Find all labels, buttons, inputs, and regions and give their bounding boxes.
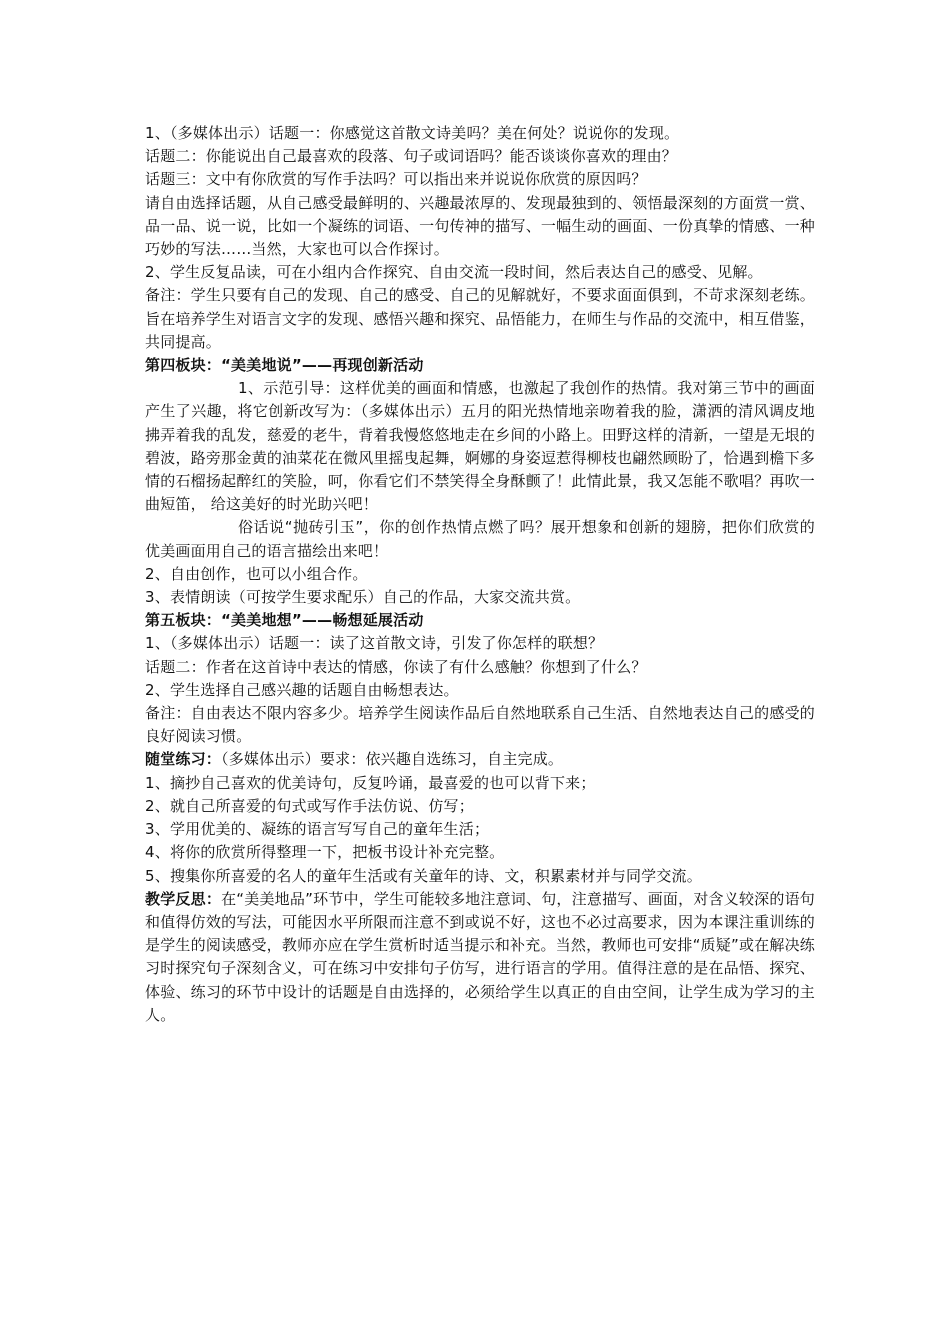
paragraph-note-two: 备注：自由表达不限内容多少。培养学生阅读作品后自然地联系自己生活、自然地表达自己的感受的良好阅读习惯。 bbox=[145, 704, 815, 746]
class-practice-label: 随堂练习： bbox=[145, 750, 222, 769]
practice-item-one: 1、摘抄自己喜欢的优美诗句，反复吟诵，最喜爱的也可以背下来； bbox=[145, 773, 596, 792]
paragraph-free-choice: 请自由选择话题，从自己感受最鲜明的、兴趣最浓厚的、发现最独到的、领悟最深刻的方面赏一赏、品一品、说一说，比如一个凝练的词语、一句传神的描写、一幅生动的画面、一份真挚的情感、一种巧妙的写法……当然，大家也可以合作探讨。 bbox=[145, 193, 815, 259]
paragraph-topic-one: 1、（多媒体出示）话题一：你感觉这首散文诗美吗？美在何处？说说你的发现。 bbox=[145, 124, 680, 142]
paragraph-teaching-reflection bbox=[145, 888, 815, 1027]
teaching-reflection-text: 在“美美地品”环节中，学生可能较多地注意词、句，注意描写、画面，对含义较深的语句和值得仿效的写法，可能因水平所限而注意不到或说不好，这也不必过高要求，因为本课注重训练的是学生的阅读感受，教师亦应在学生赏析时适当提示和补充。当然，教师也可安排“质疑”或在解决练习时探究句子深刻含义，可在练习中安排句子仿写，进行语言的学用。值得注意的是在品悟、探究、体验、练习的环节中设计的话题是自由选择的，必须给学生以真正的自由空间，让学生成为学习的主人。 bbox=[145, 889, 815, 1024]
practice-item-four: 4、将你的欣赏所得整理一下，把板书设计补充完整。 bbox=[145, 843, 505, 862]
practice-item-two: 2、就自己所喜爱的句式或写作手法仿说、仿写； bbox=[145, 796, 474, 815]
paragraph-topic-two: 话题二：你能说出自己最喜欢的段落、句子或词语吗？能否谈谈你喜欢的理由？ bbox=[145, 147, 678, 166]
practice-item-three: 3、学用优美的、凝练的语言写写自己的童年生活； bbox=[145, 820, 490, 839]
paragraph-association-topic-two: 话题二：作者在这首诗中表达的情感，你读了有什么感触？你想到了什么？ bbox=[145, 657, 647, 676]
paragraph-proverb: 俗话说“抛砖引玉”，你的创作热情点燃了吗？展开想象和创新的翅膀，把你们欣赏的优美画面用自己的语言描绘出来吧！ bbox=[145, 518, 815, 560]
paragraph-association-topic-one: 1、（多媒体出示）话题一：读了这首散文诗，引发了你怎样的联想？ bbox=[145, 634, 604, 653]
document-body bbox=[145, 122, 815, 1027]
paragraph-topic-three: 话题三：文中有你欣赏的写作手法吗？可以指出来并说说你欣赏的原因吗？ bbox=[145, 170, 647, 189]
paragraph-choose-topic: 2、学生选择自己感兴趣的话题自由畅想表达。 bbox=[145, 680, 459, 699]
paragraph-note-one: 备注：学生只要有自己的发现、自己的感受、自己的见解就好，不要求面面俱到，不苛求深刻老练。旨在培养学生对语言文字的发现、感悟兴趣和探究、品悟能力，在师生与作品的交流中，相互借鉴，共同提高。 bbox=[145, 286, 815, 351]
paragraph-demonstration: 1、示范引导：这样优美的画面和情感，也激起了我创作的热情。我对第三节中的画面产生了兴趣，将它创新改写为：（多媒体出示）五月的阳光热情地亲吻着我的脸，潇洒的清风调皮地拂弄着我的乱发，慈爱的老牛，背着我慢悠悠地走在乡间的小路上。田野这样的清新，一望是无垠的碧波，路旁那金黄的油菜花在微风里摇曳起舞，婀娜的身姿逗惹得柳枝也翩然顾盼了，恰遇到檐下多情的石榴扬起醉红的笑脸，呵，你看它们不禁笑得全身酥颤了！此情此景，我又怎能不歌唱？再吹一曲短笛， 给这美好的时光助兴吧！ bbox=[145, 379, 815, 514]
teaching-reflection-label: 教学反思： bbox=[145, 889, 222, 908]
class-practice-text: （多媒体出示）要求：依兴趣自选练习，自主完成。 bbox=[221, 750, 564, 769]
paragraph-class-practice bbox=[145, 748, 815, 771]
section-heading-four: 第四板块：“美美地说”——再现创新活动 bbox=[145, 356, 424, 375]
practice-item-five: 5、搜集你所喜爱的名人的童年生活或有关童年的诗、文，积累素材并与同学交流。 bbox=[145, 866, 702, 885]
section-heading-five: 第五板块：“美美地想”——畅想延展活动 bbox=[145, 611, 424, 630]
paragraph-free-creation: 2、自由创作，也可以小组合作。 bbox=[145, 564, 368, 583]
paragraph-expressive-reading: 3、表情朗读（可按学生要求配乐）自己的作品，大家交流共赏。 bbox=[145, 588, 581, 607]
paragraph-repeated-reading: 2、学生反复品读，可在小组内合作探究、自由交流一段时间，然后表达自己的感受、见解。 bbox=[145, 263, 763, 282]
